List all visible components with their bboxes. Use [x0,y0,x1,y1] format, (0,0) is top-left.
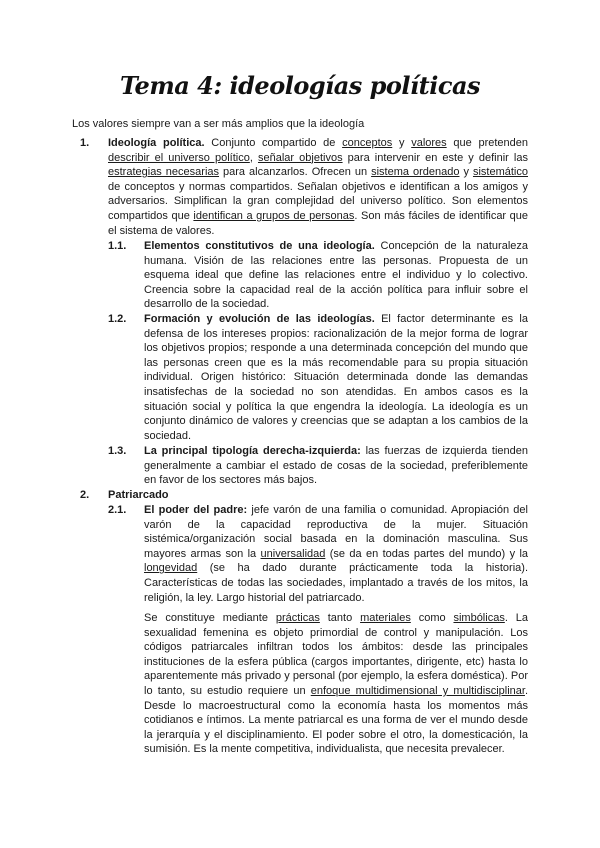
page-title: Tema 4: ideologías políticas [119,71,481,100]
underlined-text: sistema ordenado [371,166,460,179]
underlined-text: enfoque multidimensional y multidisciplinar [310,684,525,697]
intro-paragraph: Los valores siempre van a ser más amplios que la ideología [72,118,365,130]
section-heading: Formación y evolución de las ideologías. [144,313,375,325]
section-body [144,444,528,488]
underlined-text: longevidad [144,562,198,575]
text: Concepción de la naturaleza humana. Visión de las relaciones entre las personas. Propuesta de un esquema ideal que define las relaciones entre el individuo y lo colectivo. Creencia sobre la capacidad real de la acción política para influir sobre el desarrollo de la sociedad. [144,240,528,311]
section-heading: El poder del padre: [144,504,248,516]
text: . Son más fáciles de identificar que el sistema de valores. [108,209,529,237]
text: para alcanzarlos. Ofrecen un [219,166,372,179]
underlined-text: prácticas [275,612,320,624]
underlined-text: describir el universo político [108,151,250,164]
text: las fuerzas de izquierda tienden generalmente a cambiar el estado de cosas de la sociedad, preferiblemente en favor de los sectores más bajos. [144,445,528,487]
section-heading: Elementos constitutivos de una ideología. [144,240,375,252]
section-body [144,503,528,605]
underlined-text: señalar objetivos [257,151,343,164]
section-number: 1.3. [108,445,127,457]
underlined-text: identifican a grupos de personas [193,209,355,222]
section-heading: Ideología política. [108,137,205,149]
text: que pretenden [446,137,528,149]
text: como [410,612,454,624]
text: (se da en todas partes del mundo) y la [325,547,529,560]
text: , [249,151,258,164]
section-number: 1. [80,137,90,149]
text: y [392,137,412,149]
section-body [144,611,528,757]
text: y [459,166,473,179]
section-heading: Patriarcado [108,489,169,501]
underlined-text: valores [411,137,447,149]
underlined-text: simbólicas [453,612,505,624]
text: Se constituye mediante [144,612,276,624]
section-body [144,312,528,443]
text: jefe varón de una familia o comunidad. Apropiación del varón de la capacidad reproductiva de la mujer. Situación sistémica/organización social basada en la dominación masculina. Sus mayores armas son la [144,504,528,560]
underlined-text: universalidad [260,547,326,560]
section-number: 1.2. [108,313,127,325]
text: (se ha dado durante prácticamente toda la historia). Características de todas las sociedades, implantado a través de los mitos, la religión, la ley. Largo historial del patriarcado. [144,562,528,604]
section-number: 1.1. [108,240,127,252]
text: de conceptos y normas compartidos. Señalan objetivos e identifican a los amigos y adversarios. Simplifican la gran complejidad del universo político. Son elementos compartidos que [108,180,528,222]
text: Conjunto compartido de [204,137,343,149]
section-body [144,239,528,312]
text: para intervenir en este y definir las [342,151,528,164]
section-number: 2.1. [108,504,127,516]
text: . Desde lo macroestructural como la economía hasta los momentos más cotidianos e íntimos. La mente patriarcal es una forma de ver el mundo desde la jerarquía y el disciplinamiento. El poder sobre el otro, la domesticación, la sumisión. Es la mente competitiva, individualista, que necesita prevalecer. [144,684,528,756]
section-heading: La principal tipología derecha-izquierda: [144,445,361,457]
underlined-text: materiales [360,612,411,624]
section-body [108,136,528,238]
section-body [108,488,528,503]
text: tanto [319,612,361,624]
underlined-text: sistemático [472,166,528,179]
text: El factor determinante es la defensa de los intereses propios: racionalización de la mejor forma de lograr los objetivos propios; responde a una determinada concepción del mundo que las personas creen que es la más recomendable para su propia situación individual. Origen histórico: Situación determinada donde las demandas insatisfechas de la sociedad no son atendidas. En ambos casos es la situación social y política la que engendra la ideología. La ideología es un conjunto dinámico de valores y creencias que se adaptan a los cambios de la sociedad. [144,313,528,442]
section-number: 2. [80,489,90,501]
underlined-text: estrategias necesarias [108,166,220,179]
text: . La sexualidad femenina es objeto primordial de control y manipulación. Los códigos patriarcales infiltran todos los ámbitos: desde las principales instituciones de la esfera pública (cargos importantes, dirigente, etc) hasta lo aparentemente más privado y personal (por ejemplo, la esfera doméstica). Por lo tanto, su estudio requiere un [144,612,528,697]
underlined-text: conceptos [342,137,393,149]
